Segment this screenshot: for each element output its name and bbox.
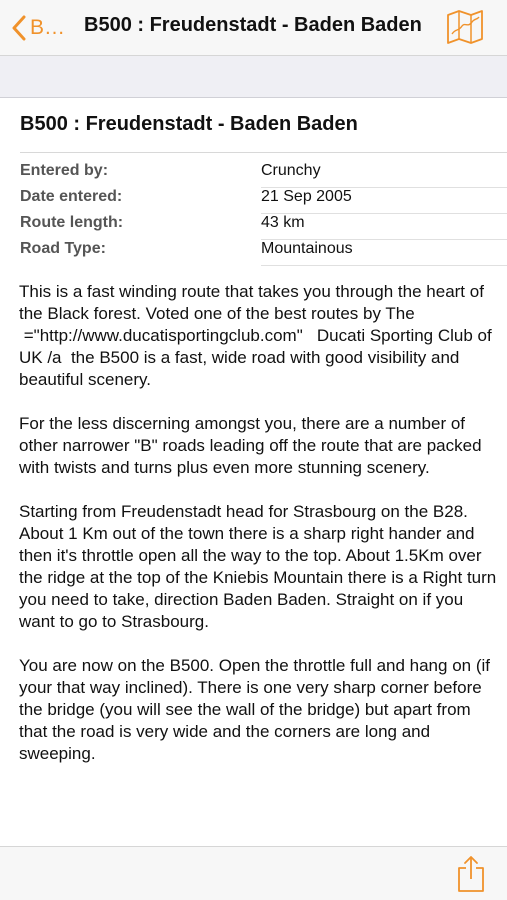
detail-value: 43 km [261,214,305,231]
navigation-bar [0,0,507,56]
detail-row-route-length [20,214,490,240]
back-button-label: B… [30,16,66,39]
detail-row-entered-by [20,162,490,188]
detail-key: Road Type: [20,240,106,257]
divider [261,265,507,266]
detail-key: Date entered: [20,188,123,205]
segment-bar [0,56,507,98]
detail-value: 21 Sep 2005 [261,188,352,205]
detail-key: Route length: [20,214,124,231]
map-button[interactable] [446,10,484,44]
share-icon [456,880,486,897]
map-icon [446,31,484,48]
detail-value: Mountainous [261,240,353,257]
chevron-left-icon [12,15,26,41]
detail-row-date-entered [20,188,490,214]
detail-row-road-type [20,240,490,266]
nav-title: B500 : Freudenstadt - Baden Baden [84,14,422,36]
divider [20,152,507,153]
route-title: B500 : Freudenstadt - Baden Baden [20,113,358,135]
share-button[interactable] [456,855,486,895]
detail-key: Entered by: [20,162,109,179]
bottom-toolbar [0,846,507,900]
route-description: This is a fast winding route that takes you through the heart of the Black forest. Voted one of the best routes by The ="http://www.ducatisportingclub.com" Ducati Sporting Club of UK /a the B500 is a fast, wide road with good visibility and beautiful scenery. For the less discerning amongst you, there are a number of other narrower "B" roads leading off the route that are packed with twists and turns plus even more stunning scenery. Starting from Freudenstadt head for Strasbourg on the B28. About 1 Km out of the town there is a sharp right hander and then it's throttle open all the way to the top. About 1.5Km over the ridge at the top of the Kniebis Mountain there is a Right turn you need to take, direction Baden Baden. Straight on if you want to go to Strasbourg. You are now on the B500. Open the throttle full and hang on (if your that way inclined). There is one very sharp corner before the bridge (you will see the wall of the bridge) but apart from that the road is very wide and the corners are long and sweeping. [19,282,497,763]
route-detail [0,98,507,846]
back-button[interactable] [12,11,65,45]
detail-value: Crunchy [261,162,321,179]
